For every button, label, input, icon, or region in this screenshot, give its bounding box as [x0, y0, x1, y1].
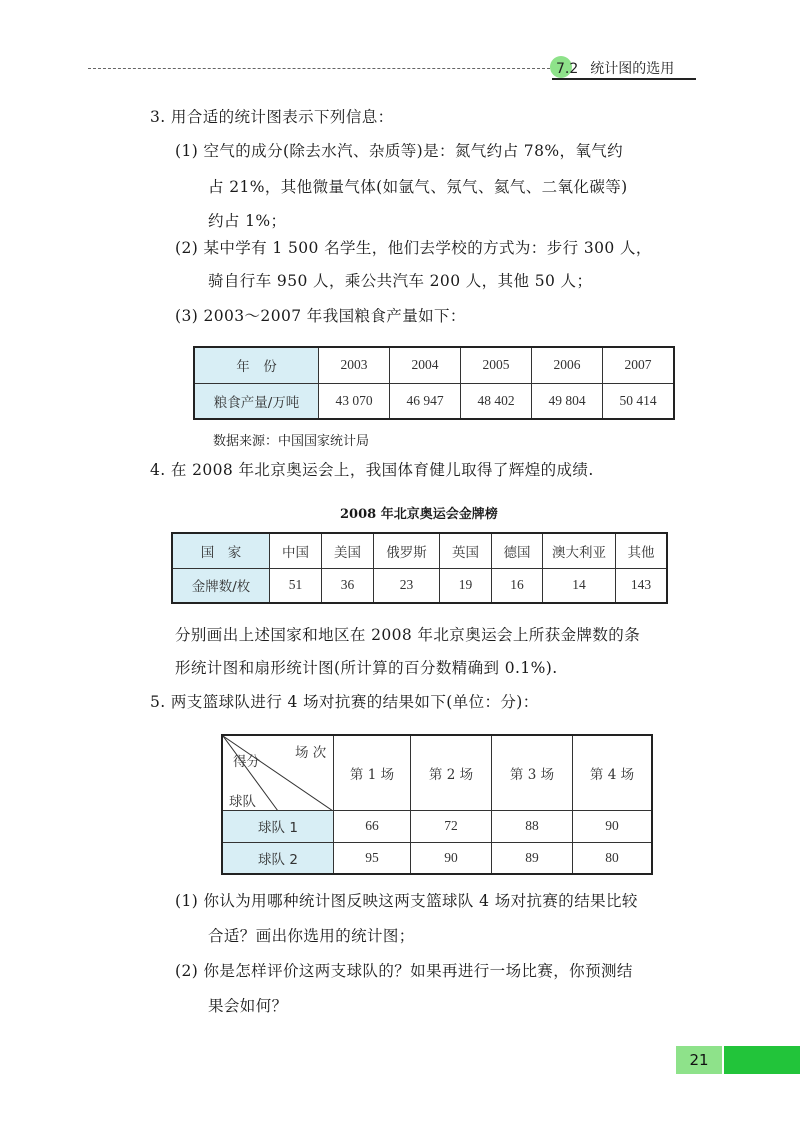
gold-count-cell: 36 — [322, 568, 374, 603]
page-number: 21 — [689, 1051, 709, 1069]
grain-output-cell: 46 947 — [390, 383, 461, 419]
q3-part2-line1: (2) 某中学有 1 500 名学生，他们去学校的方式为：步行 300 人， — [175, 239, 652, 257]
country-header-cell: 国 家 — [172, 533, 270, 568]
q5-part2-line2: 果会如何？ — [208, 997, 288, 1015]
game-header-cell: 第 1 场 — [334, 735, 411, 810]
score-cell: 90 — [573, 810, 653, 842]
year-cell: 2005 — [461, 347, 532, 383]
grain-output-cell: 49 804 — [532, 383, 603, 419]
section-title: 统计图的选用 — [590, 61, 675, 77]
corner-score-label: 得分 — [233, 754, 260, 770]
country-cell: 美国 — [322, 533, 374, 568]
score-cell: 66 — [334, 810, 411, 842]
score-cell: 80 — [573, 842, 653, 874]
country-cell: 澳大利亚 — [543, 533, 616, 568]
q3-part1-line2: 占 21%，其他微量气体(如氩气、氖气、氦气、二氧化碳等) — [208, 178, 628, 196]
diagonal-corner-cell — [222, 735, 334, 810]
gold-count-cell: 23 — [374, 568, 440, 603]
grain-output-cell: 43 070 — [319, 383, 390, 419]
country-cell: 德国 — [492, 533, 543, 568]
gold-medal-table — [171, 532, 668, 604]
medal-table-title: 2008 年北京奥运会金牌榜 — [340, 507, 498, 522]
q5-part1-line1: (1) 你认为用哪种统计图反映这两支篮球队 4 场对抗赛的结果比较 — [175, 892, 638, 910]
q3-part1-line3: 约占 1%； — [208, 212, 287, 230]
basketball-score-table — [221, 734, 653, 875]
gold-count-cell: 51 — [270, 568, 322, 603]
score-cell: 89 — [492, 842, 573, 874]
q5-part1-line2: 合适？画出你选用的统计图； — [208, 927, 415, 945]
page-accent-bar — [724, 1046, 800, 1074]
header-solid-rule — [552, 78, 696, 80]
grain-output-cell: 48 402 — [461, 383, 532, 419]
q4-instruction-line1: 分别画出上述国家和地区在 2008 年北京奥运会上所获金牌数的条 — [175, 626, 641, 644]
q5-title: 5. 两支篮球队进行 4 场对抗赛的结果如下(单位：分)： — [150, 693, 539, 711]
score-cell: 90 — [411, 842, 492, 874]
q3-part2-line2: 骑自行车 950 人，乘公共汽车 200 人，其他 50 人； — [208, 272, 593, 290]
score-cell: 95 — [334, 842, 411, 874]
grain-output-cell: 50 414 — [603, 383, 675, 419]
corner-team-label: 球队 — [229, 794, 256, 810]
score-cell: 72 — [411, 810, 492, 842]
data-source-note: 数据来源：中国国家统计局 — [213, 434, 370, 449]
country-cell: 英国 — [440, 533, 492, 568]
header-dashed-rule — [88, 68, 550, 69]
game-header-cell: 第 3 场 — [492, 735, 573, 810]
team-label-cell: 球队 1 — [222, 810, 334, 842]
q3-part3-line1: (3) 2003～2007 年我国粮食产量如下： — [175, 307, 466, 325]
gold-count-cell: 19 — [440, 568, 492, 603]
game-header-cell: 第 2 场 — [411, 735, 492, 810]
score-cell: 88 — [492, 810, 573, 842]
year-cell: 2007 — [603, 347, 675, 383]
corner-game-label: 场 次 — [295, 745, 327, 761]
year-cell: 2003 — [319, 347, 390, 383]
game-header-cell: 第 4 场 — [573, 735, 653, 810]
team-label-cell: 球队 2 — [222, 842, 334, 874]
running-header — [556, 58, 674, 78]
country-cell: 中国 — [270, 533, 322, 568]
q4-instruction-line2: 形统计图和扇形统计图(所计算的百分数精确到 0.1%). — [175, 659, 558, 677]
section-number: 7.2 — [556, 61, 579, 77]
gold-count-cell: 14 — [543, 568, 616, 603]
gold-count-label-cell: 金牌数/枚 — [172, 568, 270, 603]
year-header-cell: 年 份 — [194, 347, 319, 383]
country-cell: 俄罗斯 — [374, 533, 440, 568]
country-cell: 其他 — [616, 533, 668, 568]
gold-count-cell: 16 — [492, 568, 543, 603]
q3-part1-line1: (1) 空气的成分(除去水汽、杂质等)是：氮气约占 78%，氧气约 — [175, 142, 624, 160]
grain-output-table — [193, 346, 675, 420]
q5-part2-line1: (2) 你是怎样评价这两支球队的？如果再进行一场比赛，你预测结 — [175, 962, 633, 980]
gold-count-cell: 143 — [616, 568, 668, 603]
year-cell: 2006 — [532, 347, 603, 383]
grain-output-label-cell: 粮食产量/万吨 — [194, 383, 319, 419]
q4-title: 4. 在 2008 年北京奥运会上，我国体育健儿取得了辉煌的成绩. — [150, 461, 594, 479]
year-cell: 2004 — [390, 347, 461, 383]
q3-title: 3. 用合适的统计图表示下列信息： — [150, 108, 394, 126]
